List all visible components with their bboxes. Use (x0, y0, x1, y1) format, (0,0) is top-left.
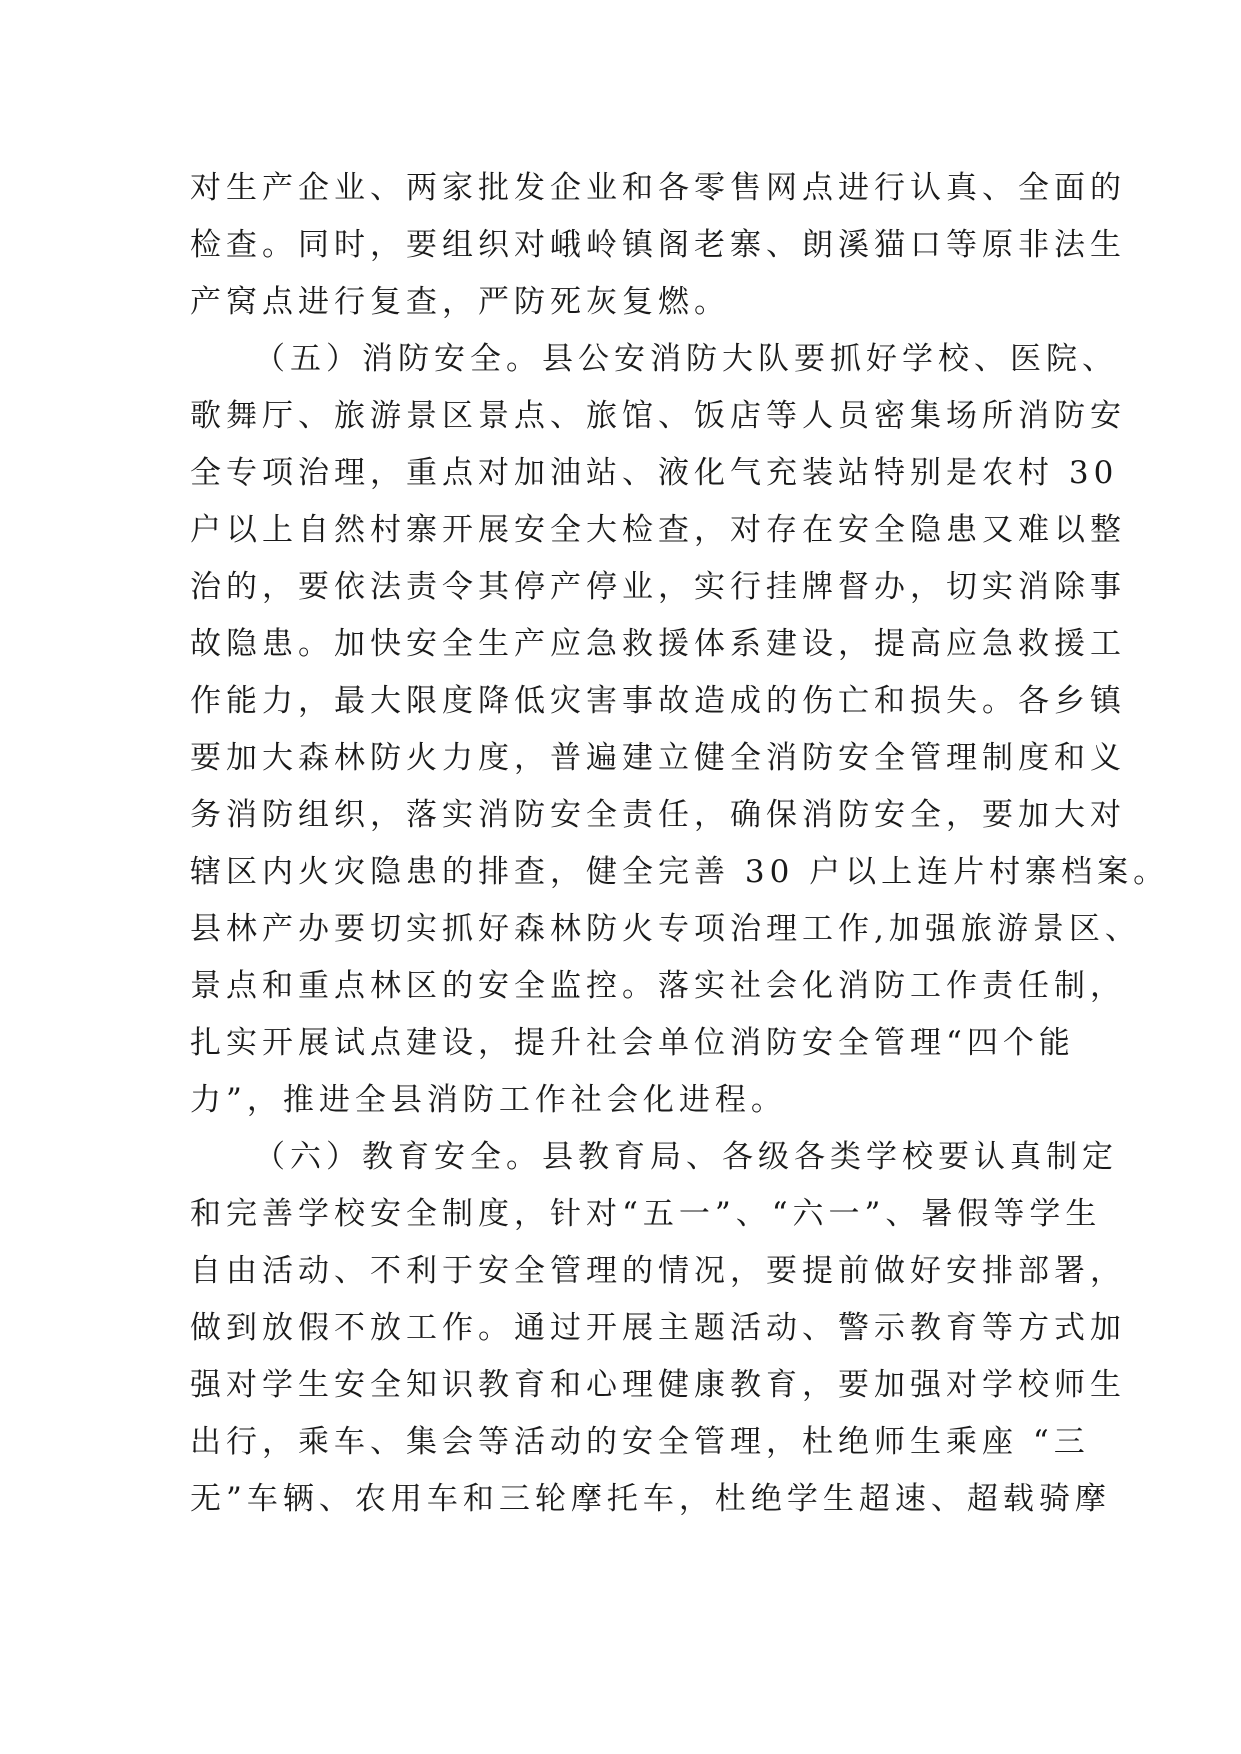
text-line: 强对学生安全知识教育和心理健康教育，要加强对学校师生 (190, 1367, 1126, 1403)
text-line: 出行，乘车、集会等活动的安全管理，杜绝师生乘座 “三 (190, 1424, 1090, 1460)
text-line: 对生产企业、两家批发企业和各零售网点进行认真、全面的 (190, 170, 1126, 206)
text-line: 作能力，最大限度降低灾害事故造成的伤亡和损失。各乡镇 (190, 683, 1126, 719)
text-line: 检查。同时，要组织对峨岭镇阁老寨、朗溪猫口等原非法生 (190, 227, 1126, 263)
text-line: 治的，要依法责令其停产停业，实行挂牌督办，切实消除事 (190, 569, 1126, 605)
text-line: 户以上自然村寨开展安全大检查，对存在安全隐患又难以整 (190, 512, 1126, 548)
text-line: 县林产办要切实抓好森林防火专项治理工作,加强旅游景区、 (190, 911, 1141, 947)
text-line: 力”，推进全县消防工作社会化进程。 (190, 1082, 787, 1118)
body-text (190, 160, 1170, 1528)
text-line: 做到放假不放工作。通过开展主题活动、警示教育等方式加 (190, 1310, 1126, 1346)
text-line: 务消防组织，落实消防安全责任，确保消防安全，要加大对 (190, 797, 1126, 833)
text-line: 自由活动、不利于安全管理的情况，要提前做好安排部署， (190, 1253, 1126, 1289)
paragraph-heading-line: （五）消防安全。县公安消防大队要抓好学校、医院、 (254, 341, 1118, 377)
text-line: 要加大森林防火力度，普遍建立健全消防安全管理制度和义 (190, 740, 1126, 776)
text-line: 无”车辆、农用车和三轮摩托车，杜绝学生超速、超载骑摩 (190, 1481, 1111, 1517)
text-line: 景点和重点林区的安全监控。落实社会化消防工作责任制， (190, 968, 1126, 1004)
paragraph-heading-line: （六）教育安全。县教育局、各级各类学校要认真制定 (254, 1139, 1118, 1175)
text-line: 扎实开展试点建设，提升社会单位消防安全管理“四个能 (190, 1025, 1075, 1061)
text-line: 和完善学校安全制度，针对“五一”、“六一”、暑假等学生 (190, 1196, 1102, 1232)
text-line: 全专项治理，重点对加油站、液化气充装站特别是农村 30 (190, 455, 1119, 491)
text-line: 辖区内火灾隐患的排查，健全完善 30 户以上连片村寨档案。 (190, 854, 1170, 890)
text-line: 故隐患。加快安全生产应急救援体系建设，提高应急救援工 (190, 626, 1126, 662)
text-line: 产窝点进行复查，严防死灰复燃。 (190, 284, 730, 320)
text-line: 歌舞厅、旅游景区景点、旅馆、饭店等人员密集场所消防安 (190, 398, 1126, 434)
